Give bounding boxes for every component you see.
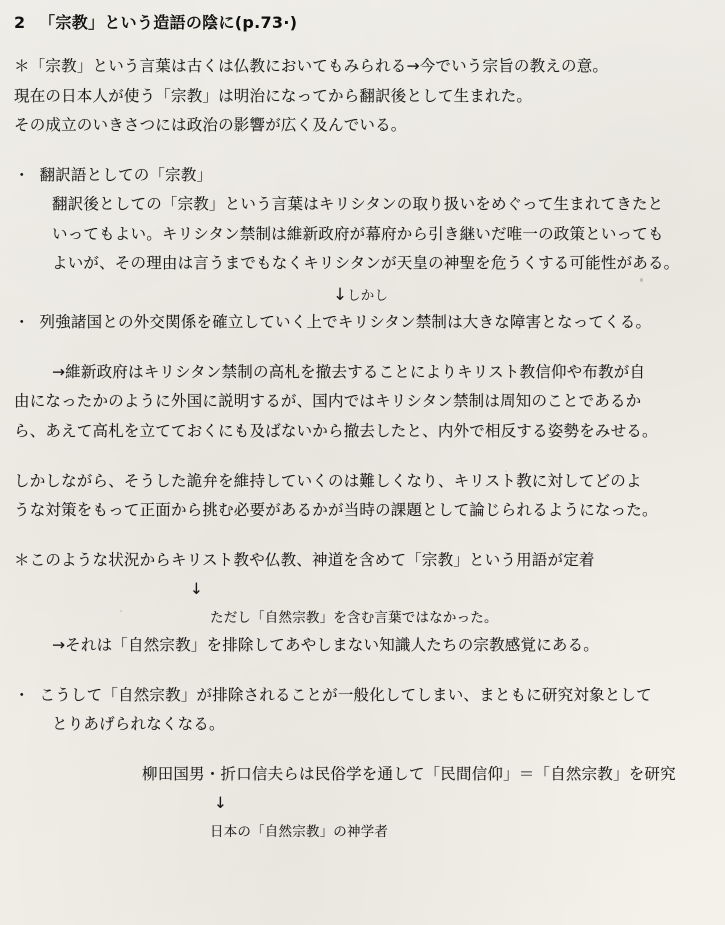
section-natural-religion-row [14,684,707,708]
section-translation-term-line-1: 翻訳後としての「宗教」という言葉はキリシタンの取り扱いをめぐって生まれてきたと [52,195,664,214]
section-translation-term-line-3: よいが、その理由は言うまでもなくキリシタンが天皇の神聖を危うくする可能性がある。 [52,254,680,273]
section-natural-religion-excluded [14,684,707,737]
paragraph-term-established-line-1: ＊このような状況からキリスト教や仏教、神道を含めて「宗教」という用語が定着 [14,550,595,569]
term-established-arrow: ↓ [190,580,204,599]
heading-number: 2 [14,13,26,32]
section-translation-term [14,164,707,276]
paragraph-intro-line-2: 現在の日本人が使う「宗教」は明治になってから翻訳後として生まれた。 [14,86,533,105]
paragraph-government-line-2: 由になったかのように外国に説明するが、国内ではキリシタン禁制は周知のことであるか [14,392,642,411]
section-natural-religion-line-2: とりあげられなくなる。 [52,715,225,734]
paragraph-folklore-scholars [14,763,707,843]
section-translation-term-line-2: いってもよい。キリシタン禁制は維新政府が幕府から引き継いだ唯一の政策といっても [52,224,664,243]
however-annotation [14,286,707,306]
paragraph-intro-line-1: ＊「宗教」という言葉は古くは仏教においてもみられる→今でいう宗旨の教えの意。 [14,57,609,75]
paragraph-government-line-1: →維新政府はキリシタン禁制の高札を撤去することによりキリスト教信仰や布教が自 [52,362,646,381]
term-established-note: ただし「自然宗教」を含む言葉ではなかった。 [210,609,498,626]
bullet-icon: ・ [14,165,30,184]
paragraph-sophistry-line-1: しかしながら、そうした詭弁を維持していくのは難しくなり、キリスト教に対してどのよ [14,471,642,490]
section-diplomacy-row [14,311,707,335]
section-translation-term-title: 翻訳語としての「宗教」 [39,165,213,184]
page-heading [14,10,707,33]
section-diplomacy-line-1: 列強諸国との外交関係を確立していく上でキリシタン禁制は大きな障害となってくる。 [39,313,652,332]
bullet-icon: ・ [14,685,30,704]
paragraph-sophistry [14,470,707,523]
paragraph-sophistry-line-2: うな対策をもって正面から挑む必要があるかが当時の課題として論じられるようになった。 [14,501,658,520]
folklore-arrow: ↓ [214,794,228,813]
paragraph-folklore-line-1: 柳田国男・折口信夫らは民俗学を通して「民間信仰」＝「自然宗教」を研究 [142,764,676,783]
section-diplomacy [14,311,707,335]
paragraph-government-line-3: ら、あえて高札を立てておくにも及ばないから撤去したと、内外で相反する姿勢をみせる。 [14,422,658,441]
paragraph-term-established [14,549,707,658]
section-natural-religion-line-1: こうして「自然宗教」が排除されることが一般化してしまい、まともに研究対象として [39,685,652,704]
paragraph-intro-line-3: その成立のいきさつには政治の影響が広く及んでいる。 [14,116,407,135]
paragraph-term-established-line-2: →それは「自然宗教」を排除してあやしまない知識人たちの宗教感覚にある。 [52,636,599,655]
bullet-icon: ・ [14,313,30,332]
paragraph-intro [14,55,707,138]
down-arrow-icon: ↓ [332,284,348,305]
paragraph-folklore-line-2: 日本の「自然宗教」の神学者 [210,824,389,840]
paragraph-government [14,361,707,444]
section-translation-term-heading [14,164,707,188]
page-title: 「宗教」という造語の陰に(p.73·) [39,13,298,32]
however-label: しかし [347,287,389,304]
